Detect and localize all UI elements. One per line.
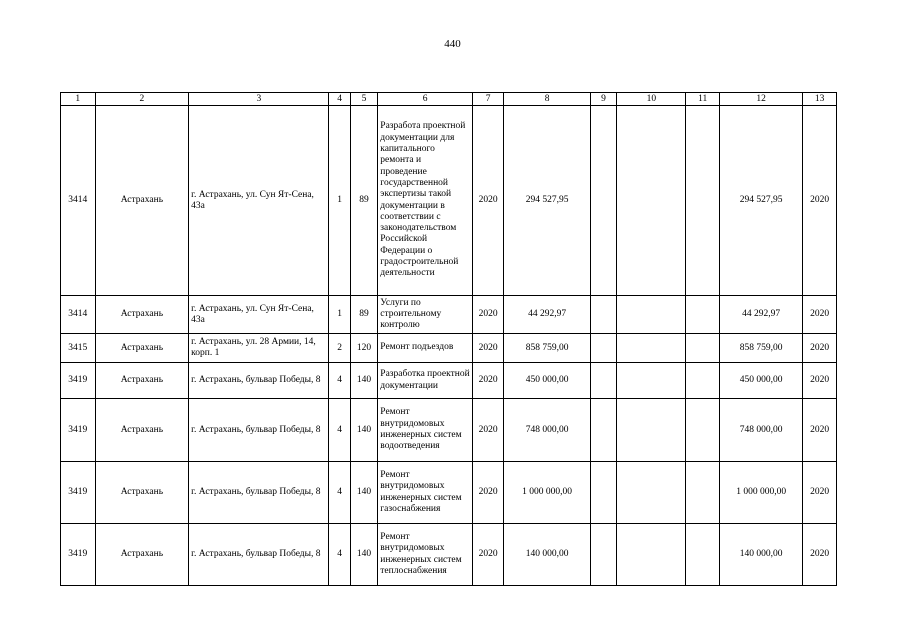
cell-amount-total: 44 292,97 bbox=[719, 296, 802, 334]
table-row bbox=[61, 363, 837, 399]
cell-col10 bbox=[617, 334, 686, 363]
cell-col11 bbox=[686, 363, 720, 399]
cell-col9 bbox=[590, 462, 616, 524]
cell-city: Астрахань bbox=[95, 334, 189, 363]
cell-address: г. Астрахань, бульвар Победы, 8 bbox=[189, 524, 329, 586]
cell-col5: 140 bbox=[350, 399, 377, 462]
cell-amount: 44 292,97 bbox=[504, 296, 590, 334]
cell-year-end: 2020 bbox=[803, 106, 837, 296]
cell-year: 2020 bbox=[472, 363, 504, 399]
cell-year: 2020 bbox=[472, 296, 504, 334]
cell-year-end: 2020 bbox=[803, 462, 837, 524]
cell-amount-total: 294 527,95 bbox=[719, 106, 802, 296]
cell-amount-total: 140 000,00 bbox=[719, 524, 802, 586]
cell-col5: 140 bbox=[350, 462, 377, 524]
column-number-row bbox=[61, 93, 837, 106]
cell-address: г. Астрахань, бульвар Победы, 8 bbox=[189, 462, 329, 524]
cell-col11 bbox=[686, 106, 720, 296]
column-header: 3 bbox=[189, 93, 329, 106]
cell-id: 3419 bbox=[61, 363, 96, 399]
column-header: 10 bbox=[617, 93, 686, 106]
cell-amount-total: 1 000 000,00 bbox=[719, 462, 802, 524]
column-header: 8 bbox=[504, 93, 590, 106]
cell-col9 bbox=[590, 524, 616, 586]
cell-year: 2020 bbox=[472, 399, 504, 462]
cell-col5: 89 bbox=[350, 296, 377, 334]
cell-work-type: Ремонт внутридомовых инженерных систем теплоснабжения bbox=[378, 524, 473, 586]
cell-year-end: 2020 bbox=[803, 296, 837, 334]
table-row bbox=[61, 524, 837, 586]
cell-amount: 1 000 000,00 bbox=[504, 462, 590, 524]
cell-col4: 1 bbox=[329, 106, 350, 296]
cell-amount-total: 748 000,00 bbox=[719, 399, 802, 462]
cell-col11 bbox=[686, 399, 720, 462]
cell-year-end: 2020 bbox=[803, 363, 837, 399]
table-row bbox=[61, 296, 837, 334]
cell-work-type: Ремонт подъездов bbox=[378, 334, 473, 363]
cell-amount-total: 450 000,00 bbox=[719, 363, 802, 399]
cell-amount: 450 000,00 bbox=[504, 363, 590, 399]
cell-year-end: 2020 bbox=[803, 399, 837, 462]
cell-col4: 4 bbox=[329, 363, 350, 399]
cell-address: г. Астрахань, ул. Сун Ят-Сена, 43а bbox=[189, 296, 329, 334]
page-number: 440 bbox=[444, 38, 461, 50]
column-header: 12 bbox=[719, 93, 802, 106]
cell-col4: 4 bbox=[329, 462, 350, 524]
cell-col5: 89 bbox=[350, 106, 377, 296]
cell-amount: 858 759,00 bbox=[504, 334, 590, 363]
column-header: 13 bbox=[803, 93, 837, 106]
cell-work-type: Ремонт внутридомовых инженерных систем водоотведения bbox=[378, 399, 473, 462]
column-header: 2 bbox=[95, 93, 189, 106]
cell-col4: 4 bbox=[329, 524, 350, 586]
cell-col10 bbox=[617, 399, 686, 462]
column-header: 1 bbox=[61, 93, 96, 106]
registry-table bbox=[60, 92, 837, 586]
cell-col10 bbox=[617, 296, 686, 334]
cell-address: г. Астрахань, бульвар Победы, 8 bbox=[189, 363, 329, 399]
cell-address: г. Астрахань, ул. 28 Армии, 14, корп. 1 bbox=[189, 334, 329, 363]
cell-col10 bbox=[617, 363, 686, 399]
cell-work-type: Разработка проектной документации bbox=[378, 363, 473, 399]
cell-city: Астрахань bbox=[95, 296, 189, 334]
cell-col11 bbox=[686, 334, 720, 363]
cell-col9 bbox=[590, 334, 616, 363]
cell-amount: 140 000,00 bbox=[504, 524, 590, 586]
cell-col11 bbox=[686, 524, 720, 586]
column-header: 7 bbox=[472, 93, 504, 106]
cell-address: г. Астрахань, ул. Сун Ят-Сена, 43а bbox=[189, 106, 329, 296]
cell-year-end: 2020 bbox=[803, 524, 837, 586]
cell-work-type: Ремонт внутридомовых инженерных систем газоснабжения bbox=[378, 462, 473, 524]
column-header: 6 bbox=[378, 93, 473, 106]
cell-address: г. Астрахань, бульвар Победы, 8 bbox=[189, 399, 329, 462]
cell-work-type: Услуги по строительному контролю bbox=[378, 296, 473, 334]
cell-id: 3414 bbox=[61, 296, 96, 334]
cell-work-type: Разработа проектной документации для капитального ремонта и проведение государственной экспертизы такой документации в соответствии с законодательством Российской Федерации о градостроительной деятельности bbox=[378, 106, 473, 296]
cell-col9 bbox=[590, 399, 616, 462]
cell-col5: 120 bbox=[350, 334, 377, 363]
cell-id: 3415 bbox=[61, 334, 96, 363]
cell-col10 bbox=[617, 106, 686, 296]
cell-col4: 4 bbox=[329, 399, 350, 462]
cell-city: Астрахань bbox=[95, 462, 189, 524]
table-row bbox=[61, 334, 837, 363]
cell-amount: 748 000,00 bbox=[504, 399, 590, 462]
column-header: 9 bbox=[590, 93, 616, 106]
cell-col11 bbox=[686, 296, 720, 334]
cell-col5: 140 bbox=[350, 524, 377, 586]
cell-col5: 140 bbox=[350, 363, 377, 399]
cell-year: 2020 bbox=[472, 462, 504, 524]
cell-year-end: 2020 bbox=[803, 334, 837, 363]
cell-city: Астрахань bbox=[95, 363, 189, 399]
cell-col11 bbox=[686, 462, 720, 524]
column-header: 4 bbox=[329, 93, 350, 106]
cell-col9 bbox=[590, 106, 616, 296]
cell-col9 bbox=[590, 296, 616, 334]
cell-city: Астрахань bbox=[95, 399, 189, 462]
cell-col4: 2 bbox=[329, 334, 350, 363]
cell-year: 2020 bbox=[472, 334, 504, 363]
column-header: 5 bbox=[350, 93, 377, 106]
table-row bbox=[61, 399, 837, 462]
cell-city: Астрахань bbox=[95, 524, 189, 586]
cell-amount-total: 858 759,00 bbox=[719, 334, 802, 363]
table-row bbox=[61, 106, 837, 296]
column-header: 11 bbox=[686, 93, 720, 106]
cell-city: Астрахань bbox=[95, 106, 189, 296]
cell-id: 3419 bbox=[61, 524, 96, 586]
cell-id: 3419 bbox=[61, 462, 96, 524]
cell-year: 2020 bbox=[472, 524, 504, 586]
table-row bbox=[61, 462, 837, 524]
cell-id: 3419 bbox=[61, 399, 96, 462]
cell-amount: 294 527,95 bbox=[504, 106, 590, 296]
cell-col10 bbox=[617, 524, 686, 586]
cell-col4: 1 bbox=[329, 296, 350, 334]
cell-col10 bbox=[617, 462, 686, 524]
cell-year: 2020 bbox=[472, 106, 504, 296]
cell-id: 3414 bbox=[61, 106, 96, 296]
cell-col9 bbox=[590, 363, 616, 399]
